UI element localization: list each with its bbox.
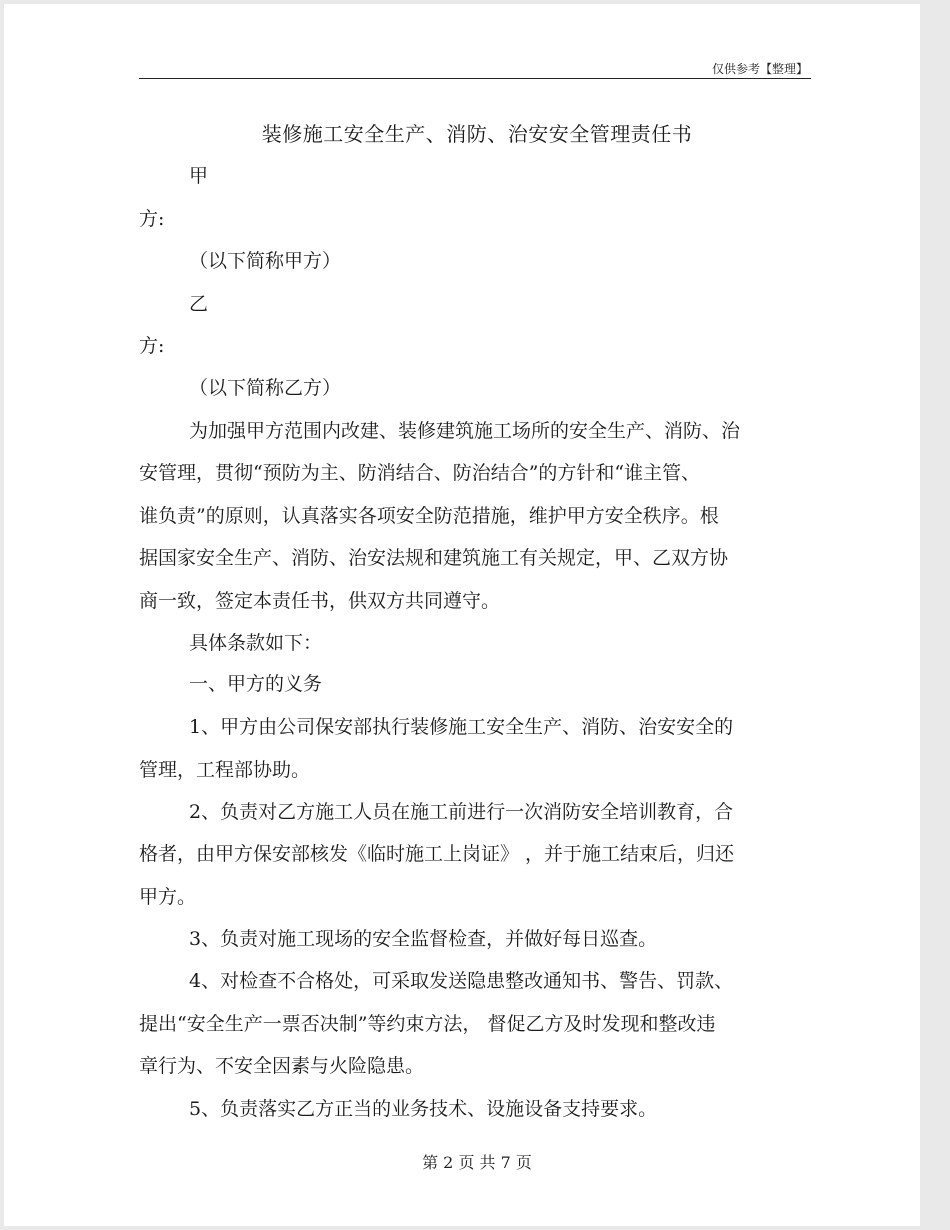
page-number: 第 2 页 共 7 页 [422,1153,532,1172]
text-line: 方: [139,335,165,357]
section-heading: 一、甲方的义务 [189,673,323,695]
document-title: 装修施工安全生产、消防、治安安全管理责任书 [261,122,693,146]
text-line: 4、对检查不合格处，可采取发送隐患整改通知书、警告、罚款、 [189,970,734,992]
text-line: 管理，工程部协助。 [139,759,311,781]
document-page [4,4,920,1226]
text-line: 谁负责”的原则，认真落实各项安全防范措施，维护甲方安全秩序。根 [139,505,719,527]
text-line: 方: [139,208,165,230]
header-note: 仅供参考【整理】 [711,62,808,76]
text-line: 商一致，签定本责任书，供双方共同遵守。 [139,590,501,612]
text-line: 据国家安全生产、消防、治安法规和建筑施工有关规定，甲、乙双方协 [139,547,729,569]
text-line: 章行为、不安全因素与火险隐患。 [139,1055,425,1077]
text-line: 5、负责落实乙方正当的业务技术、设施设备支持要求。 [189,1098,658,1120]
text-line: 甲方。 [139,886,197,908]
text-line: 甲 [189,165,209,187]
text-line: 安管理，贯彻“预防为主、防消结合、防治结合”的方针和“谁主管、 [139,462,701,484]
text-line: （以下简称甲方） [189,250,342,272]
text-line: （以下简称乙方） [189,377,342,399]
header-divider [139,78,811,79]
text-line: 具体条款如下： [189,632,323,654]
text-line: 1、甲方由公司保安部执行装修施工安全生产、消防、治安安全的 [189,716,734,738]
text-line: 3、负责对施工现场的安全监督检查，并做好每日巡查。 [189,928,658,950]
text-line: 2、负责对乙方施工人员在施工前进行一次消防安全培训教育，合 [189,801,734,823]
text-line: 为加强甲方范围内改建、装修建筑施工场所的安全生产、消防、治 [189,420,741,442]
text-line: 乙 [189,293,209,315]
text-line: 格者，由甲方保安部核发《临时施工上岗证》 ，并于施工结束后，归还 [139,843,735,865]
text-line: 提出“安全生产一票否决制”等约束方法， 督促乙方及时发现和整改违 [139,1013,716,1035]
